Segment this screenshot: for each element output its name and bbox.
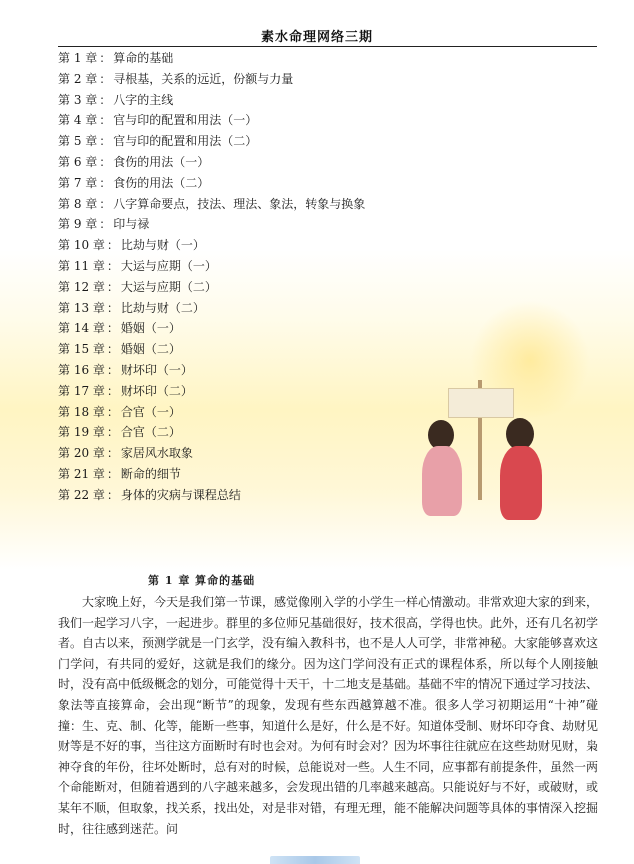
toc-item	[58, 173, 598, 194]
toc-chapter-title: 合官（二）	[120, 425, 181, 440]
toc-item	[58, 443, 598, 464]
toc-chapter-number: 第 9 章	[58, 217, 98, 232]
toc-item	[58, 464, 598, 485]
toc-item	[58, 69, 598, 90]
chapter-1-heading: 第 1 章 算命的基础	[148, 574, 256, 587]
toc-chapter-number: 第 10 章	[58, 238, 105, 253]
toc-item	[58, 194, 598, 215]
toc-separator: ：	[106, 342, 119, 357]
toc-chapter-title: 算命的基础	[113, 51, 174, 65]
toc-chapter-title: 家居风水取象	[120, 446, 193, 461]
toc-chapter-title: 比劫与财（二）	[120, 300, 205, 315]
toc-chapter-title: 合官（一）	[120, 404, 181, 419]
toc-item	[58, 360, 598, 381]
toc-separator: ：	[106, 258, 119, 273]
toc-chapter-number: 第 3 章	[58, 92, 98, 107]
toc-chapter-number: 第 16 章	[58, 362, 105, 377]
toc-separator: ：	[99, 71, 112, 86]
toc-separator: ：	[99, 175, 112, 190]
toc-separator: ：	[106, 446, 119, 461]
toc-separator: ：	[99, 196, 112, 211]
toc-item	[58, 110, 598, 131]
toc-item	[58, 214, 598, 235]
toc-item	[58, 256, 598, 277]
toc-chapter-title: 大运与应期（二）	[120, 279, 217, 294]
toc-chapter-title: 财坏印（一）	[120, 362, 193, 377]
toc-chapter-title: 身体的灾病与课程总结	[120, 487, 241, 502]
toc-chapter-title: 断命的细节	[120, 466, 181, 481]
toc-chapter-number: 第 6 章	[58, 154, 98, 169]
toc-separator: ：	[99, 134, 112, 149]
toc-chapter-title: 官与印的配置和用法（二）	[113, 134, 258, 149]
toc-chapter-number: 第 22 章	[58, 487, 105, 502]
toc-separator: ：	[106, 321, 119, 336]
toc-chapter-number: 第 13 章	[58, 300, 105, 315]
toc-item	[58, 402, 598, 423]
toc-item	[58, 381, 598, 402]
toc-chapter-title: 八字算命要点，技法、理法、象法，转象与换象	[113, 196, 366, 211]
toc-chapter-number: 第 1 章	[58, 51, 98, 65]
toc-chapter-number: 第 12 章	[58, 279, 105, 294]
toc-chapter-number: 第 4 章	[58, 113, 98, 128]
chapter-1-paragraph: 大家晚上好，今天是我们第一节课，感觉像刚入学的小学生一样心情激动。非常欢迎大家的到来，我们一起学习八字，一起进步。群里的多位师兄基础很好，技术很高，学得也快。此外，还有几名初学者。自古以来，预测学就是一门玄学，没有编入教科书，也不是人人可学，非常神秘。大家能够喜欢这门学问，有共同的爱好，这就是我们的缘分。因为这门学问没有正式的课程体系，所以每个人刚接触时，没有高中低级概念的划分，可能觉得十天干，十二地支是基础。基础不牢的情况下通过学习技法、象法等直接算命，会出现“断节”的现象，发现有些东西越算越不准。很多人学习初期运用“十神”碰撞：生、克、制、化等，能断一些事，知道什么是好，什么是不好。知道体受制、财坏印夺食、劫财见财等是不好的事，当往这方面断时有时也会对。为何有时会对？因为坏事往往就应在这些劫财见财，枭神夺食的年份，往坏处断时，总有对的时候，总能说对一些。人生不同，应事都有前提条件，虽然一两个命能断对，但随着遇到的八字越来越多，会发现出错的几率越来越高。只能说好与不好，或破财，或某年不顺，但取象，找关系，找出处，对是非对错，有理无理，能不能解决问题等具体的事情深入挖掘时，往往感到迷茫。问	[58, 595, 599, 836]
toc-separator: ：	[106, 466, 119, 481]
toc-separator: ：	[106, 362, 119, 377]
toc-item	[58, 422, 598, 443]
toc-separator: ：	[106, 279, 119, 294]
toc-item	[58, 318, 598, 339]
toc-chapter-number: 第 8 章	[58, 196, 98, 211]
toc-chapter-number: 第 11 章	[58, 258, 105, 273]
toc-chapter-title: 财坏印（二）	[120, 383, 193, 398]
toc-separator: ：	[99, 51, 112, 65]
toc-chapter-title: 婚姻（一）	[120, 321, 181, 336]
toc-chapter-number: 第 15 章	[58, 342, 105, 357]
toc-chapter-title: 婚姻（二）	[120, 342, 181, 357]
toc-chapter-title: 印与禄	[113, 217, 150, 232]
toc-chapter-number: 第 7 章	[58, 175, 98, 190]
toc-separator: ：	[106, 238, 119, 253]
table-of-contents	[58, 48, 598, 506]
toc-chapter-number: 第 18 章	[58, 404, 105, 419]
toc-separator: ：	[106, 487, 119, 502]
toc-item	[58, 131, 598, 152]
toc-chapter-number: 第 14 章	[58, 321, 105, 336]
title-underline	[58, 46, 597, 47]
toc-separator: ：	[106, 300, 119, 315]
toc-chapter-number: 第 19 章	[58, 425, 105, 440]
toc-chapter-number: 第 2 章	[58, 71, 98, 86]
toc-chapter-title: 比劫与财（一）	[120, 238, 205, 253]
toc-chapter-title: 寻根基，关系的远近，份额与力量	[113, 71, 294, 86]
toc-chapter-title: 八字的主线	[113, 92, 174, 107]
toc-item	[58, 277, 598, 298]
page-bottom-decoration	[270, 856, 360, 864]
toc-item	[58, 235, 598, 256]
toc-separator: ：	[99, 113, 112, 128]
toc-chapter-title: 食伤的用法（二）	[113, 175, 210, 190]
toc-item	[58, 48, 598, 69]
toc-item	[58, 90, 598, 111]
toc-separator: ：	[106, 404, 119, 419]
toc-separator: ：	[106, 383, 119, 398]
toc-item	[58, 152, 598, 173]
toc-separator: ：	[99, 92, 112, 107]
toc-item	[58, 298, 598, 319]
toc-chapter-number: 第 20 章	[58, 446, 105, 461]
toc-separator: ：	[106, 425, 119, 440]
toc-chapter-title: 食伤的用法（一）	[113, 154, 210, 169]
toc-chapter-number: 第 21 章	[58, 466, 105, 481]
toc-chapter-title: 大运与应期（一）	[120, 258, 217, 273]
toc-separator: ：	[99, 217, 112, 232]
toc-separator: ：	[99, 154, 112, 169]
chapter-1-body	[58, 592, 598, 839]
document-title: 素水命理网络三期	[260, 30, 373, 45]
toc-item	[58, 339, 598, 360]
toc-chapter-title: 官与印的配置和用法（一）	[113, 113, 258, 128]
toc-chapter-number: 第 5 章	[58, 134, 98, 149]
toc-item	[58, 485, 598, 506]
toc-chapter-number: 第 17 章	[58, 383, 105, 398]
